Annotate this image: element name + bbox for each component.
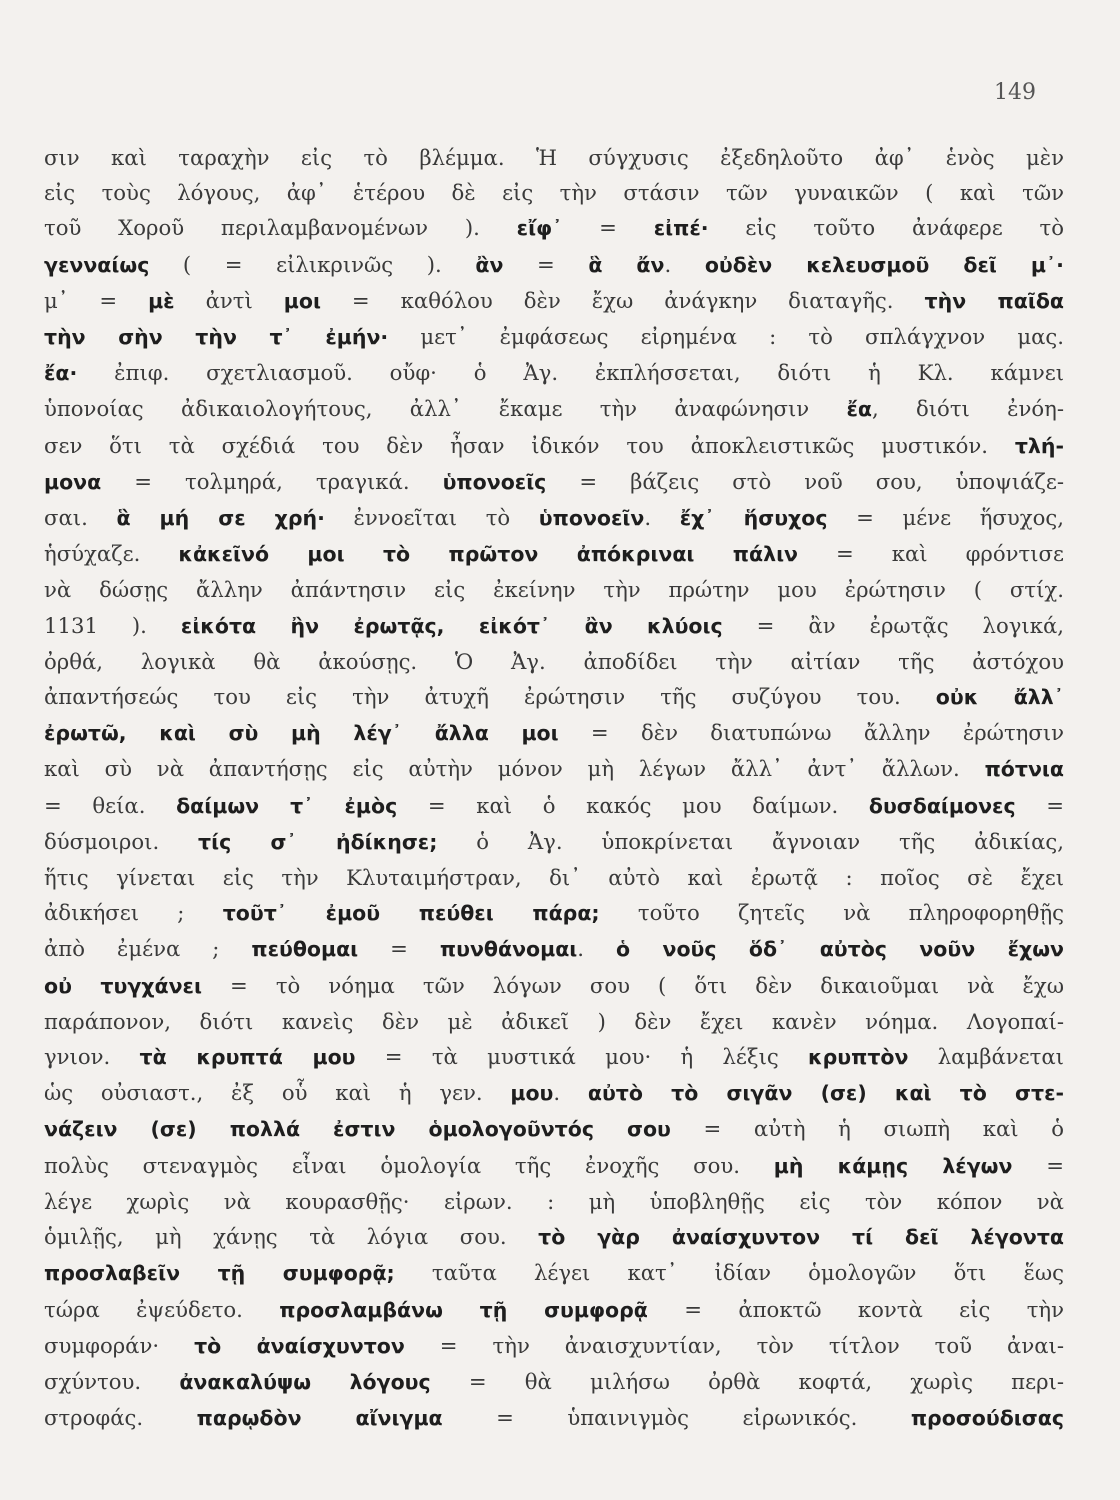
- gloss-text: μ᾽ =: [44, 287, 149, 313]
- text-line: [44, 428, 1064, 464]
- text-line: [44, 824, 1064, 860]
- lemma-term: εἰκότα ἢν ἐρωτᾷς, εἰκότ᾽ ἂν κλύοις: [180, 613, 723, 638]
- text-line: [44, 1111, 1064, 1147]
- gloss-text: =: [1012, 1152, 1064, 1178]
- text-line: [44, 1004, 1064, 1039]
- gloss-text: ὡς οὐσιαστ., ἐξ οὗ καὶ ἡ γεν.: [44, 1080, 511, 1106]
- gloss-text: =: [358, 936, 440, 962]
- text-line: [44, 968, 1064, 1004]
- lemma-term: ἃ ἄν: [588, 252, 665, 277]
- gloss-text: = ἀποκτῶ κοντὰ εἰς τὴν: [647, 1296, 1064, 1322]
- gloss-text: ταῦτα λέγει κατ᾽ ἰδίαν ὁμολογῶν ὅτι ἕως: [394, 1260, 1064, 1286]
- gloss-text: ἀπὸ ἐμένα ;: [44, 936, 252, 962]
- gloss-text: γνιον.: [44, 1044, 140, 1070]
- lemma-term: τὴν σὴν τὴν τ᾽ ἐμήν·: [44, 325, 389, 350]
- gloss-text: .: [553, 1080, 588, 1106]
- gloss-text: ἀδικήσει ;: [44, 900, 223, 926]
- gloss-text: = αὐτὴ ἡ σιωπὴ καὶ ὁ: [670, 1116, 1064, 1142]
- gloss-text: ἐπιφ. σχετλιασμοῦ. οὔφ· ὁ Ἀγ. ἐκπλήσσεται, διότι ἡ Κλ. κάμνει: [77, 360, 1064, 386]
- text-line: [44, 644, 1064, 679]
- gloss-text: = θεία.: [44, 792, 177, 818]
- gloss-text: = καθόλου δὲν ἔχω ἀνάγκην διαταγῆς.: [320, 287, 925, 313]
- gloss-text: ἥτις γίνεται εἰς τὴν Κλυταιμήστραν, δι᾽ αὐτὸ καὶ ἐρωτᾷ : ποῖος σὲ ἔχει: [44, 865, 1064, 891]
- text-line: [44, 1219, 1064, 1255]
- lemma-term: εἴφ᾽: [516, 216, 563, 241]
- text-line: [44, 860, 1064, 895]
- lemma-term: παρῳδὸν αἴνιγμα: [196, 1406, 443, 1431]
- text-line: [44, 572, 1064, 607]
- lemma-term: αὐτὸ τὸ σιγᾶν (σε) καὶ τὸ στε-: [587, 1081, 1064, 1106]
- lemma-term: κἀκεῖνό μοι τὸ πρῶτον ἀπόκριναι πάλιν: [178, 542, 799, 567]
- text-line: [44, 1400, 1064, 1436]
- text-line: [44, 931, 1064, 967]
- gloss-text: συμφοράν·: [44, 1332, 195, 1358]
- text-line: [44, 715, 1064, 751]
- lemma-term: τλή-: [1014, 433, 1064, 458]
- lemma-term: ἃ μή σε χρή·: [116, 506, 325, 531]
- lemma-term: προσούδισας: [910, 1406, 1064, 1431]
- lemma-term: πυνθάνομαι: [439, 937, 578, 962]
- gloss-text: μετ᾽ ἐμφάσεως εἰρημένα : τὸ σπλάγχνον μας.: [388, 324, 1064, 350]
- text-line: [44, 464, 1064, 500]
- lemma-term: ἀνακαλύψω λόγους: [179, 1369, 431, 1394]
- lemma-term: ἐρωτῶ, καὶ σὺ μὴ λέγ᾽ ἄλλα μοι: [44, 721, 559, 746]
- lemma-term: τὴν παῖδα: [924, 288, 1064, 313]
- lemma-term: τὸ γὰρ ἀναίσχυντον τί δεῖ λέγοντα: [538, 1225, 1064, 1250]
- lemma-term: προσλαβεῖν τῇ συμφορᾷ;: [44, 1261, 395, 1286]
- lemma-term: μὲ: [148, 288, 175, 313]
- gloss-text: = καὶ ὁ κακός μου δαίμων.: [397, 792, 869, 818]
- gloss-text: ἡσύχαζε.: [44, 541, 179, 567]
- text-line: [44, 895, 1064, 931]
- gloss-text: δύσμοιροι.: [44, 828, 199, 854]
- gloss-text: νὰ δώσῃς ἄλλην ἀπάντησιν εἰς ἐκείνην τὴν πρώτην μου ἐρώτησιν ( στίχ.: [44, 577, 1064, 603]
- lemma-term: οὐδὲν κελευσμοῦ δεῖ μ᾽·: [704, 252, 1064, 277]
- text-line: [44, 1255, 1064, 1291]
- gloss-text: = τὸ νόημα τῶν λόγων σου ( ὅτι δὲν δικαιοῦμαι νὰ ἔχω: [201, 972, 1064, 998]
- gloss-text: .: [644, 505, 680, 531]
- text-line: [44, 283, 1064, 319]
- gloss-text: = τολμηρά, τραγικά.: [101, 468, 443, 494]
- lemma-term: πότνια: [984, 757, 1064, 782]
- text-line: [44, 1364, 1064, 1400]
- lemma-term: ἂν: [475, 252, 504, 277]
- gloss-text: λαμβάνεται: [908, 1044, 1064, 1070]
- gloss-text: = τὴν ἀναισχυντίαν, τὸν τίτλον τοῦ ἀναι-: [404, 1332, 1064, 1358]
- gloss-text: = βάζεις στὸ νοῦ σου, ὑποψιάζε-: [546, 468, 1064, 494]
- gloss-text: = δὲν διατυπώνω ἄλλην ἐρώτησιν: [558, 720, 1064, 746]
- gloss-text: =: [503, 251, 589, 277]
- lemma-term: νάζειν (σε) πολλά ἐστιν ὁμολογοῦντός σου: [44, 1117, 671, 1142]
- gloss-text: = μένε ἥσυχος,: [827, 505, 1064, 531]
- lemma-term: ὑπονοεῖν: [538, 506, 645, 531]
- gloss-text: =: [1015, 792, 1064, 818]
- text-line: [44, 319, 1064, 355]
- lemma-term: τίς σ᾽ ἠδίκησε;: [198, 829, 438, 854]
- lemma-term: προσλαμβάνω τῇ συμφορᾷ: [279, 1297, 648, 1322]
- gloss-text: 1131 ).: [44, 612, 181, 638]
- lemma-term: τὰ κρυπτά μου: [139, 1045, 356, 1070]
- gloss-text: στροφάς.: [44, 1405, 197, 1431]
- commentary-text: [44, 140, 1064, 1436]
- text-line: [44, 1184, 1064, 1219]
- text-line: [44, 788, 1064, 824]
- lemma-term: κρυπτὸν: [808, 1045, 909, 1070]
- gloss-text: ὁ Ἀγ. ὑποκρίνεται ἄγνοιαν τῆς ἀδικίας,: [437, 828, 1064, 854]
- gloss-text: σεν ὅτι τὰ σχέδιά του δὲν ἦσαν ἰδικόν του ἀποκλειστικῶς μυστικόν.: [44, 432, 1015, 458]
- gloss-text: .: [577, 936, 617, 962]
- text-line: [44, 391, 1064, 427]
- text-line: [44, 355, 1064, 391]
- gloss-text: = θὰ μιλήσω ὀρθὰ κοφτά, χωρὶς περι-: [430, 1368, 1064, 1394]
- lemma-term: ἔχ᾽ ἥσυχος: [679, 506, 828, 531]
- lemma-term: τοῦτ᾽ ἐμοῦ πεύθει πάρα;: [222, 901, 600, 926]
- text-line: [44, 247, 1064, 283]
- lemma-term: δυσδαίμονες: [868, 793, 1016, 818]
- gloss-text: λέγε χωρὶς νὰ κουρασθῇς· εἰρων. : μὴ ὑποβληθῇς εἰς τὸν κόπον νὰ: [44, 1188, 1064, 1214]
- text-line: [44, 536, 1064, 572]
- lemma-term: οὐκ ἄλλ᾽: [935, 685, 1064, 710]
- text-line: [44, 210, 1064, 246]
- gloss-text: σχύντου.: [44, 1368, 180, 1394]
- text-line: [44, 1075, 1064, 1111]
- gloss-text: σαι.: [44, 505, 117, 531]
- lemma-term: μοι: [283, 288, 321, 313]
- gloss-text: ( = εἰλικρινῶς ).: [149, 251, 476, 277]
- gloss-text: πολὺς στεναγμὸς εἶναι ὁμολογία τῆς ἐνοχῆς σου.: [44, 1152, 774, 1178]
- gloss-text: ἀντὶ: [174, 287, 284, 313]
- gloss-text: ἀπαντήσεώς του εἰς τὴν ἀτυχῆ ἐρώτησιν τῆς συζύγου του.: [44, 684, 936, 710]
- gloss-text: ὀρθά, λογικὰ θὰ ἀκούσῃς. Ὁ Ἀγ. ἀποδίδει τὴν αἰτίαν τῆς ἀστόχου: [44, 648, 1064, 674]
- gloss-text: παράπονον, διότι κανεὶς δὲν μὲ ἀδικεῖ ) δὲν ἔχει κανὲν νόημα. Λογοπαί-: [44, 1008, 1064, 1034]
- lemma-term: μου: [510, 1081, 554, 1106]
- gloss-text: , διότι ἐνόη-: [871, 396, 1064, 422]
- lemma-term: ὁ νοῦς ὅδ᾽ αὐτὸς νοῦν ἔχων: [616, 937, 1064, 962]
- lemma-term: εἰπέ·: [653, 216, 709, 241]
- gloss-text: εἰς τοῦτο ἀνάφερε τὸ: [708, 215, 1064, 241]
- gloss-text: =: [562, 215, 654, 241]
- lemma-term: γενναίως: [44, 252, 150, 277]
- gloss-text: = ἂν ἐρωτᾷς λογικά,: [722, 612, 1064, 638]
- text-line: [44, 140, 1064, 175]
- text-line: [44, 1039, 1064, 1075]
- lemma-term: ὑπονοεῖς: [442, 469, 547, 494]
- gloss-text: καὶ σὺ νὰ ἀπαντήσῃς εἰς αὐτὴν μόνον μὴ λέγων ἄλλ᾽ ἀντ᾽ ἄλλων.: [44, 756, 985, 782]
- text-line: [44, 500, 1064, 536]
- gloss-text: .: [664, 251, 705, 277]
- lemma-term: ἔα: [846, 397, 872, 422]
- lemma-term: τὸ ἀναίσχυντον: [194, 1333, 405, 1358]
- text-line: [44, 679, 1064, 715]
- text-line: [44, 751, 1064, 787]
- gloss-text: σιν καὶ ταραχὴν εἰς τὸ βλέμμα. Ἡ σύγχυσις ἐξεδηλοῦτο ἀφ᾽ ἑνὸς μὲν: [44, 145, 1064, 170]
- lemma-term: οὐ τυγχάνει: [44, 973, 202, 998]
- gloss-text: = καὶ φρόντισε: [798, 541, 1064, 567]
- lemma-term: μονα: [44, 469, 102, 494]
- gloss-text: τώρα ἐψεύδετο.: [44, 1296, 280, 1322]
- gloss-text: ὑπονοίας ἀδικαιολογήτους, ἀλλ᾽ ἔκαμε τὴν ἀναφώνησιν: [44, 396, 847, 422]
- gloss-text: εἰς τοὺς λόγους, ἀφ᾽ ἑτέρου δὲ εἰς τὴν στάσιν τῶν γυναικῶν ( καὶ τῶν: [44, 180, 1064, 206]
- gloss-text: τοῦτο ζητεῖς νὰ πληροφορηθῇς: [599, 900, 1064, 926]
- text-line: [44, 175, 1064, 210]
- lemma-term: δαίμων τ᾽ ἐμὸς: [176, 793, 398, 818]
- text-line: [44, 1328, 1064, 1364]
- gloss-text: τοῦ Χοροῦ περιλαμβανομένων ).: [44, 215, 517, 241]
- lemma-term: μὴ κάμῃς λέγων: [773, 1153, 1013, 1178]
- gloss-text: ἐννοεῖται τὸ: [324, 505, 539, 531]
- gloss-text: = τὰ μυστικά μου· ἡ λέξις: [355, 1044, 809, 1070]
- gloss-text: ὁμιλῇς, μὴ χάνῃς τὰ λόγια σου.: [44, 1224, 539, 1250]
- text-line: [44, 1148, 1064, 1184]
- text-line: [44, 608, 1064, 644]
- text-line: [44, 1292, 1064, 1328]
- lemma-term: πεύθομαι: [251, 937, 359, 962]
- lemma-term: ἔα·: [44, 361, 78, 386]
- page-number: 149: [994, 80, 1036, 105]
- gloss-text: = ὑπαινιγμὸς εἰρωνικός.: [442, 1405, 911, 1431]
